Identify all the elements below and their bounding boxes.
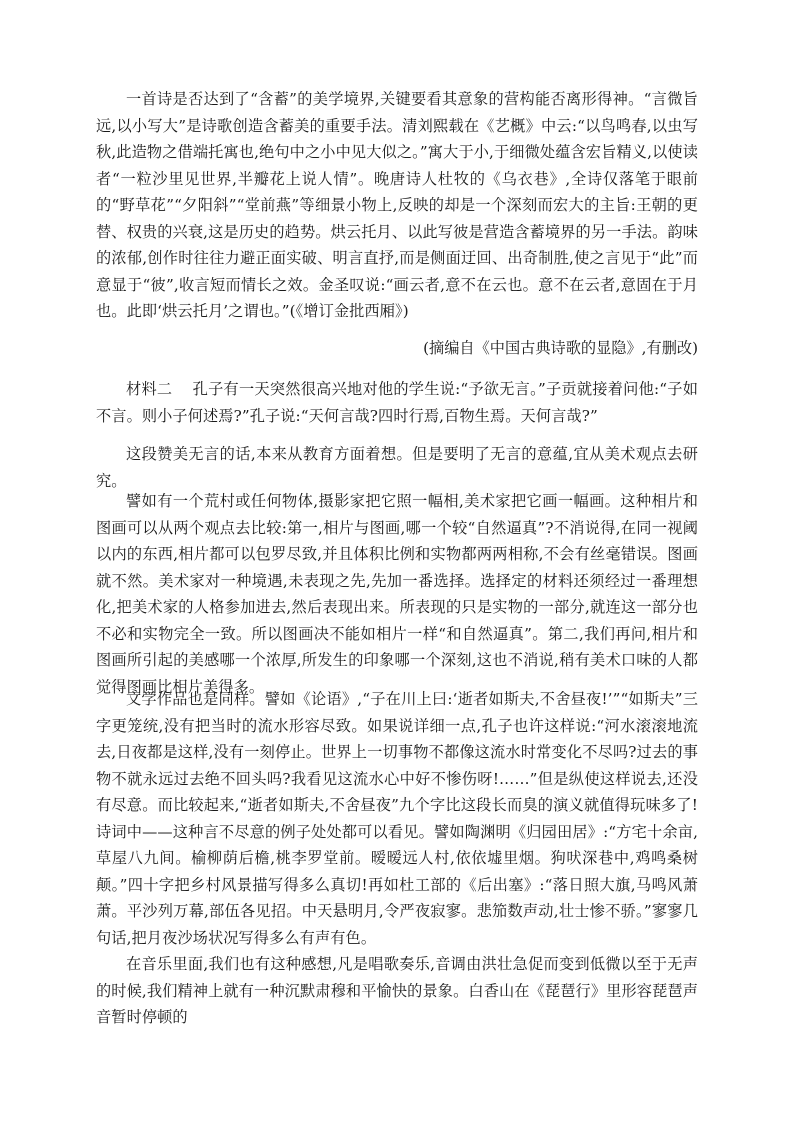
paragraph-body-3: 文学作品也是同样。譬如《论语》,“子在川上曰:‘逝者如斯夫,不舍昼夜!’”“如斯夫”三字更笼统,没有把当时的流水形容尽致。如果说详细一点,孔子也许这样说:“河水滚滚地流去,日夜都是这样,没有一刻停止。世界上一切事物不都像这流水时常变化不尽吗?过去的事物不就永远过去绝不回头吗?我看见这流水心中好不惨伤呀!……”但是纵使这样说去,还没有尽意。而比较起来,“逝者如斯夫,不舍昼夜”九个字比这段长而臭的演义就值得玩味多了!诗词中——这种言不尽意的例子处处都可以看见。譬如陶渊明《归园田居》:“方宅十余亩,草屋八九间。榆柳荫后檐,桃李罗堂前。暧暧远人村,依依墟里烟。狗吠深巷中,鸡鸣桑树颠。”四十字把乡村风景描写得多么真切!再如杜工部的《后出塞》:“落日照大旗,马鸣风萧萧。平沙列万幕,部伍各见招。中天悬明月,令严夜寂寥。悲笳数声动,壮士惨不骄。”寥寥几句话,把月夜沙场状况写得多么有声有色。 bbox=[96, 690, 698, 947]
paragraph-material-1: 一首诗是否达到了“含蓄”的美学境界,关键要看其意象的营构能否离形得神。“言微旨远,以小写大”是诗歌创造含蓄美的重要手法。清刘熙载在《艺概》中云:“以鸟鸣春,以虫写秋,此造物之借端托寓也,绝句中之小中见大似之。”寓大于小,于细微处蕴含宏旨精义,以使读者“一粒沙里见世界,半瓣花上说人情”。晚唐诗人杜牧的《乌衣巷》,全诗仅落笔于眼前的“野草花”“夕阳斜”“堂前燕”等细景小物上,反映的却是一个深刻而宏大的主旨:王朝的更替、权贵的兴衰,这是历史的趋势。烘云托月、以此写彼是营造含蓄境界的另一手法。韵味的浓郁,创作时往往力避正面实破、明言直抒,而是侧面迂回、出奇制胜,使之言见于“此”而意显于“彼”,收言短而情长之效。金圣叹说:“画云者,意不在云也。意不在云者,意固在于月也。此即‘烘云托月’之谓也。”(《增订金批西厢》) bbox=[96, 90, 698, 320]
paragraph-body-2: 譬如有一个荒村或任何物体,摄影家把它照一幅相,美术家把它画一幅画。这种相片和图画可以从两个观点去比较:第一,相片与图画,哪一个较“自然逼真”?不消说得,在同一视阈以内的东西,相片都可以包罗尽致,并且体积比例和实物都两两相称,不会有丝毫错误。图画就不然。美术家对一种境遇,未表现之先,先加一番选择。选择定的材料还须经过一番理想化,把美术家的人格参加进去,然后表现出来。所表现的只是实物的一部分,就连这一部分也不必和实物完全一致。所以图画决不能如相片一样“和自然逼真”。第二,我们再问,相片和图画所引起的美感哪一个浓厚,所发生的印象哪一个深刻,这也不消说,稍有美术口味的人都觉得图画比相片美得多。 bbox=[96, 492, 698, 696]
source-citation: (摘编自《中国古典诗歌的显隐》,有删改) bbox=[423, 339, 698, 357]
paragraph-body-1: 这段赞美无言的话,本来从教育方面着想。但是要明了无言的意蕴,宜从美术观点去研究。 bbox=[96, 445, 698, 490]
material-2-label: 材料二 bbox=[126, 380, 173, 398]
material-2-text: 孔子有一天突然很高兴地对他的学生说:“予欲无言。”子贡就接着问他:“子如不言。则小子何述焉?”孔子说:“天何言哉?四时行焉,百物生焉。天何言哉?” bbox=[96, 380, 698, 425]
paragraph-material-2 bbox=[96, 376, 698, 429]
paragraph-body-4: 在音乐里面,我们也有这种感想,凡是唱歌奏乐,音调由洪壮急促而变到低微以至于无声的时候,我们精神上就有一种沉默肃穆和平愉快的景象。白香山在《琵琶行》里形容琵琶声音暂时停顿的 bbox=[96, 955, 698, 1026]
